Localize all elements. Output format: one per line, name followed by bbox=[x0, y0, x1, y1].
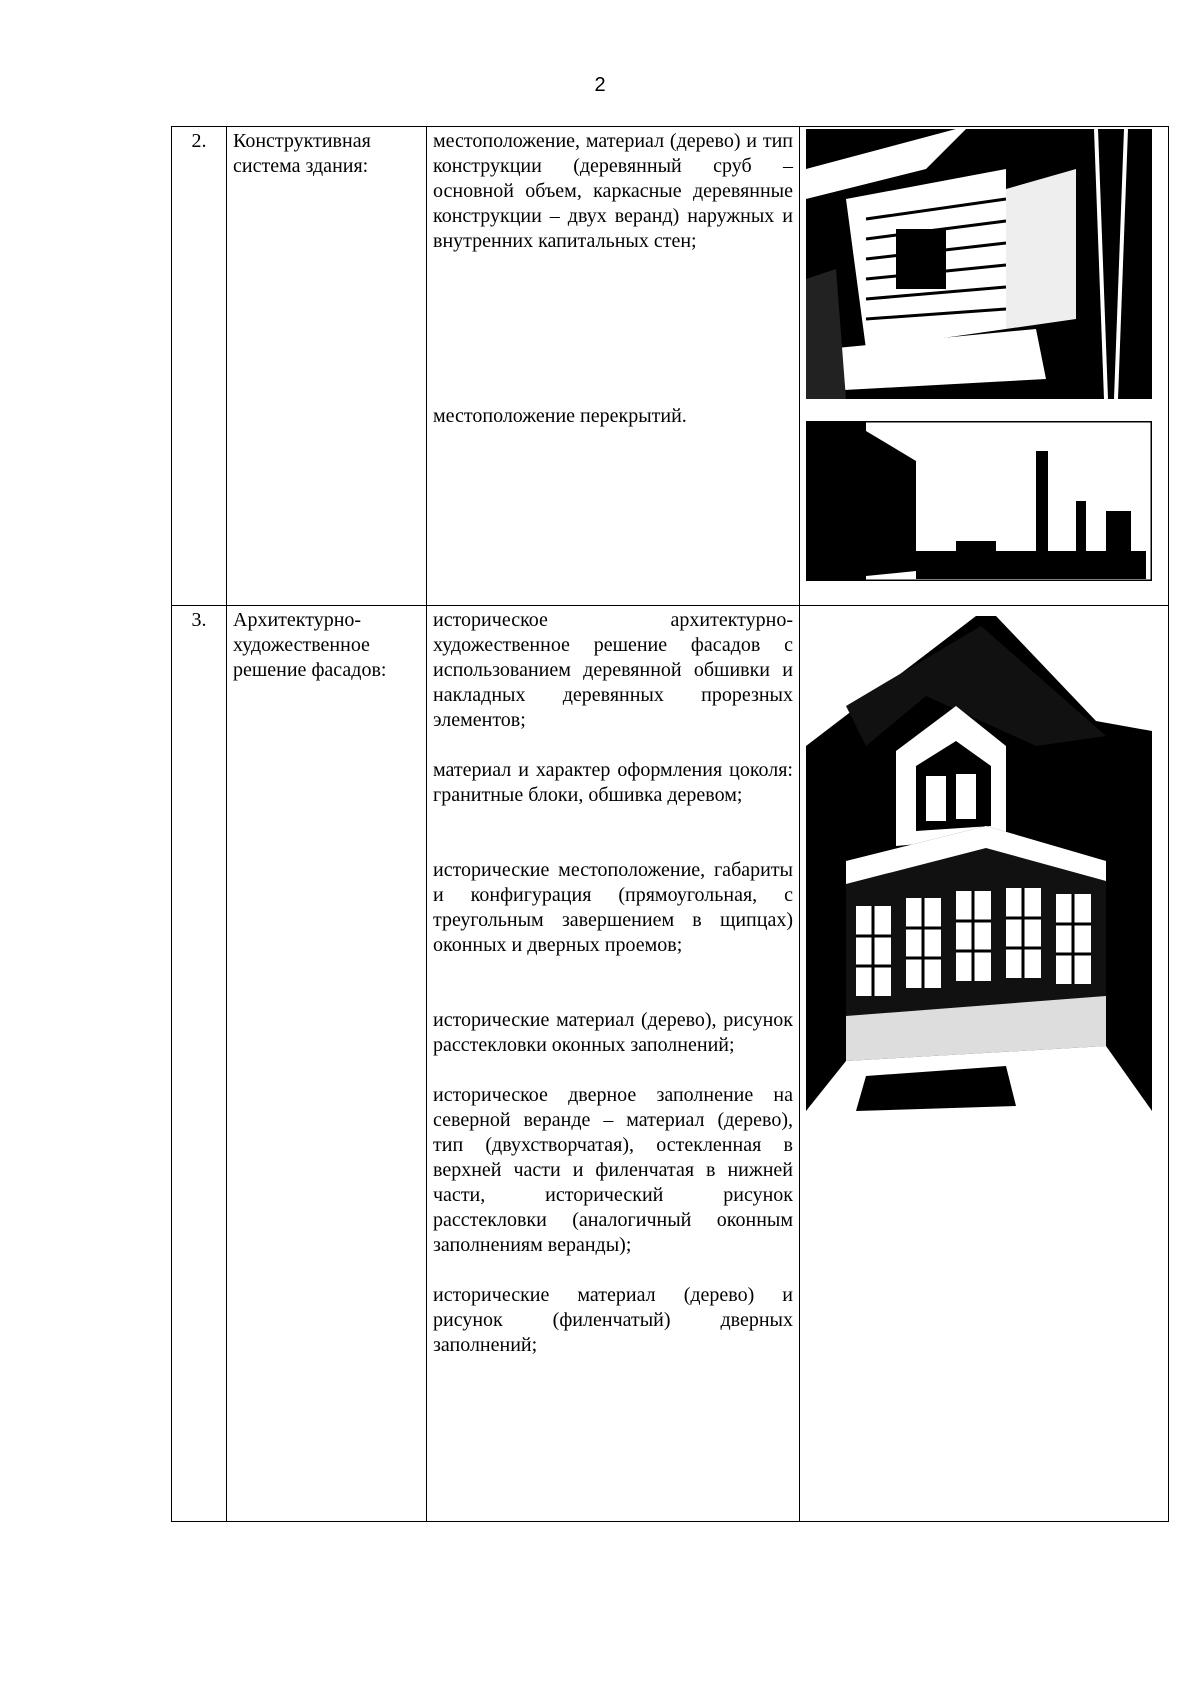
photo-log-house bbox=[806, 129, 1152, 399]
table-row-2 bbox=[172, 127, 1169, 606]
row-3-item-2: материал и характер оформления цоколя: гранитные блоки, обшивка деревом; bbox=[433, 759, 793, 806]
row-2-description bbox=[427, 127, 800, 606]
photo-facade bbox=[806, 616, 1152, 1111]
row-3-number: 3. bbox=[172, 606, 227, 1522]
row-3-photos bbox=[800, 606, 1169, 1522]
heritage-table bbox=[171, 126, 1169, 1522]
row-3-item-4: исторические материал (дерево), рисунок расстекловки оконных заполнений; bbox=[433, 1009, 793, 1056]
row-2-item-1: местоположение, материал (дерево) и тип конструкции (деревянный сруб – основной объем, каркасные деревянные конструкции – двух веранд) наружных и внутренних капитальных стен; bbox=[433, 130, 793, 252]
row-3-name: Архитектурно-художественное решение фасадов: bbox=[227, 606, 427, 1522]
row-3-item-5: историческое дверное заполнение на северной веранде – материал (дерево), тип (двухстворчатая), остекленная в верхней части и филенчатая в нижней части, исторический рисунок расстекловки (аналогичный оконным заполнениям веранды); bbox=[433, 1084, 793, 1256]
row-3-item-3: исторические местоположение, габариты и конфигурация (прямоугольная, с треугольным завершением в щипцах) оконных и дверных проемов; bbox=[433, 859, 793, 956]
row-2-number: 2. bbox=[172, 127, 227, 606]
row-2-item-2: местоположение перекрытий. bbox=[433, 405, 687, 427]
row-3-item-1: историческое архитектурно-художественное решение фасадов с использованием деревянной обшивки и накладных деревянных прорезных элементов; bbox=[433, 609, 793, 731]
photo-interior bbox=[806, 421, 1152, 581]
page-number: 2 bbox=[594, 74, 606, 96]
row-2-name: Конструктивная система здания: bbox=[227, 127, 427, 606]
row-3-description bbox=[427, 606, 800, 1522]
row-2-photos bbox=[800, 127, 1169, 606]
row-3-item-6: исторические материал (дерево) и рисунок (филенчатый) дверных заполнений; bbox=[433, 1284, 793, 1356]
table-row-3 bbox=[172, 606, 1169, 1522]
